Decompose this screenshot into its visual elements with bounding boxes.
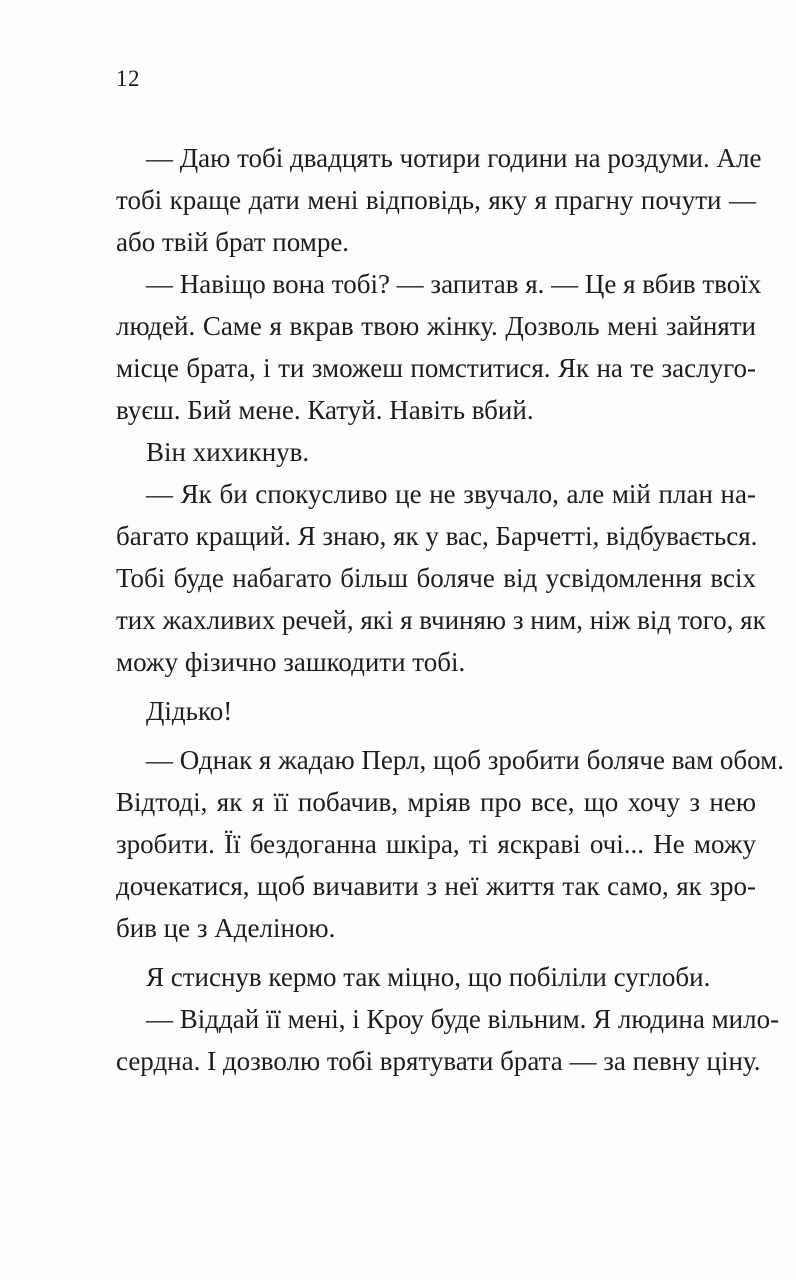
text-line: тобі краще дати мені відповідь, яку я прагну почути — <box>116 185 756 215</box>
text-line: Він хихикнув. <box>146 437 310 467</box>
text-line: місце брата, і ти зможеш помститися. Як на те заслуго- <box>116 353 756 383</box>
paragraph <box>116 956 756 998</box>
text-line: Я стиснув кермо так міцно, що побіліли суглоби. <box>146 962 711 992</box>
text-line: або твій брат помре. <box>116 227 350 257</box>
text-line: бив це з Аделіною. <box>116 913 336 943</box>
text-line: — Даю тобі двадцять чотири години на роздуми. Але <box>146 143 762 173</box>
paragraph-gap <box>116 683 756 690</box>
paragraph <box>116 473 766 683</box>
paragraph <box>116 739 784 949</box>
text-line: зробити. Її бездоганна шкіра, ті яскраві очі... Не можу <box>116 829 756 859</box>
text-line: тих жахливих речей, які я вчиняю з ним, ніж від того, як <box>116 605 766 635</box>
paragraph <box>116 137 762 263</box>
text-line: Відтоді, як я її побачив, мріяв про все, що хочу з нею <box>116 787 756 817</box>
text-line: — Навіщо вона тобі? — запитав я. — Це я вбив твоїх <box>146 269 762 299</box>
page-number: 12 <box>116 66 140 91</box>
text-line: сердна. І дозволю тобі врятувати брата — за певну ціну. <box>116 1046 761 1076</box>
text-line: — Як би спокусливо це не звучало, але мій план на- <box>146 479 756 509</box>
text-line: Тобі буде набагато більш боляче від усвідомлення всіх <box>116 563 756 593</box>
text-line: багато кращий. Я знаю, як у вас, Барчетті, відбувається. <box>116 521 758 551</box>
paragraph <box>116 690 756 732</box>
paragraph-gap <box>116 949 756 956</box>
text-line: людей. Саме я вкрав твою жінку. Дозволь мені зайняти <box>116 311 756 341</box>
paragraph <box>116 263 762 431</box>
text-line: можу фізично зашкодити тобі. <box>116 647 466 677</box>
paragraph <box>116 431 756 473</box>
text-line: Дідько! <box>146 696 233 726</box>
paragraph-gap <box>116 732 756 739</box>
text-line: — Однак я жадаю Перл, щоб зробити боляче вам обом. <box>146 745 784 775</box>
text-line: — Віддай її мені, і Кроу буде вільним. Я людина мило- <box>146 1004 780 1034</box>
text-line: вуєш. Бий мене. Катуй. Навіть вбий. <box>116 395 534 425</box>
body-text <box>116 137 784 1082</box>
paragraph <box>116 998 780 1082</box>
text-line: дочекатися, щоб вичавити з неї життя так само, як зро- <box>116 871 756 901</box>
